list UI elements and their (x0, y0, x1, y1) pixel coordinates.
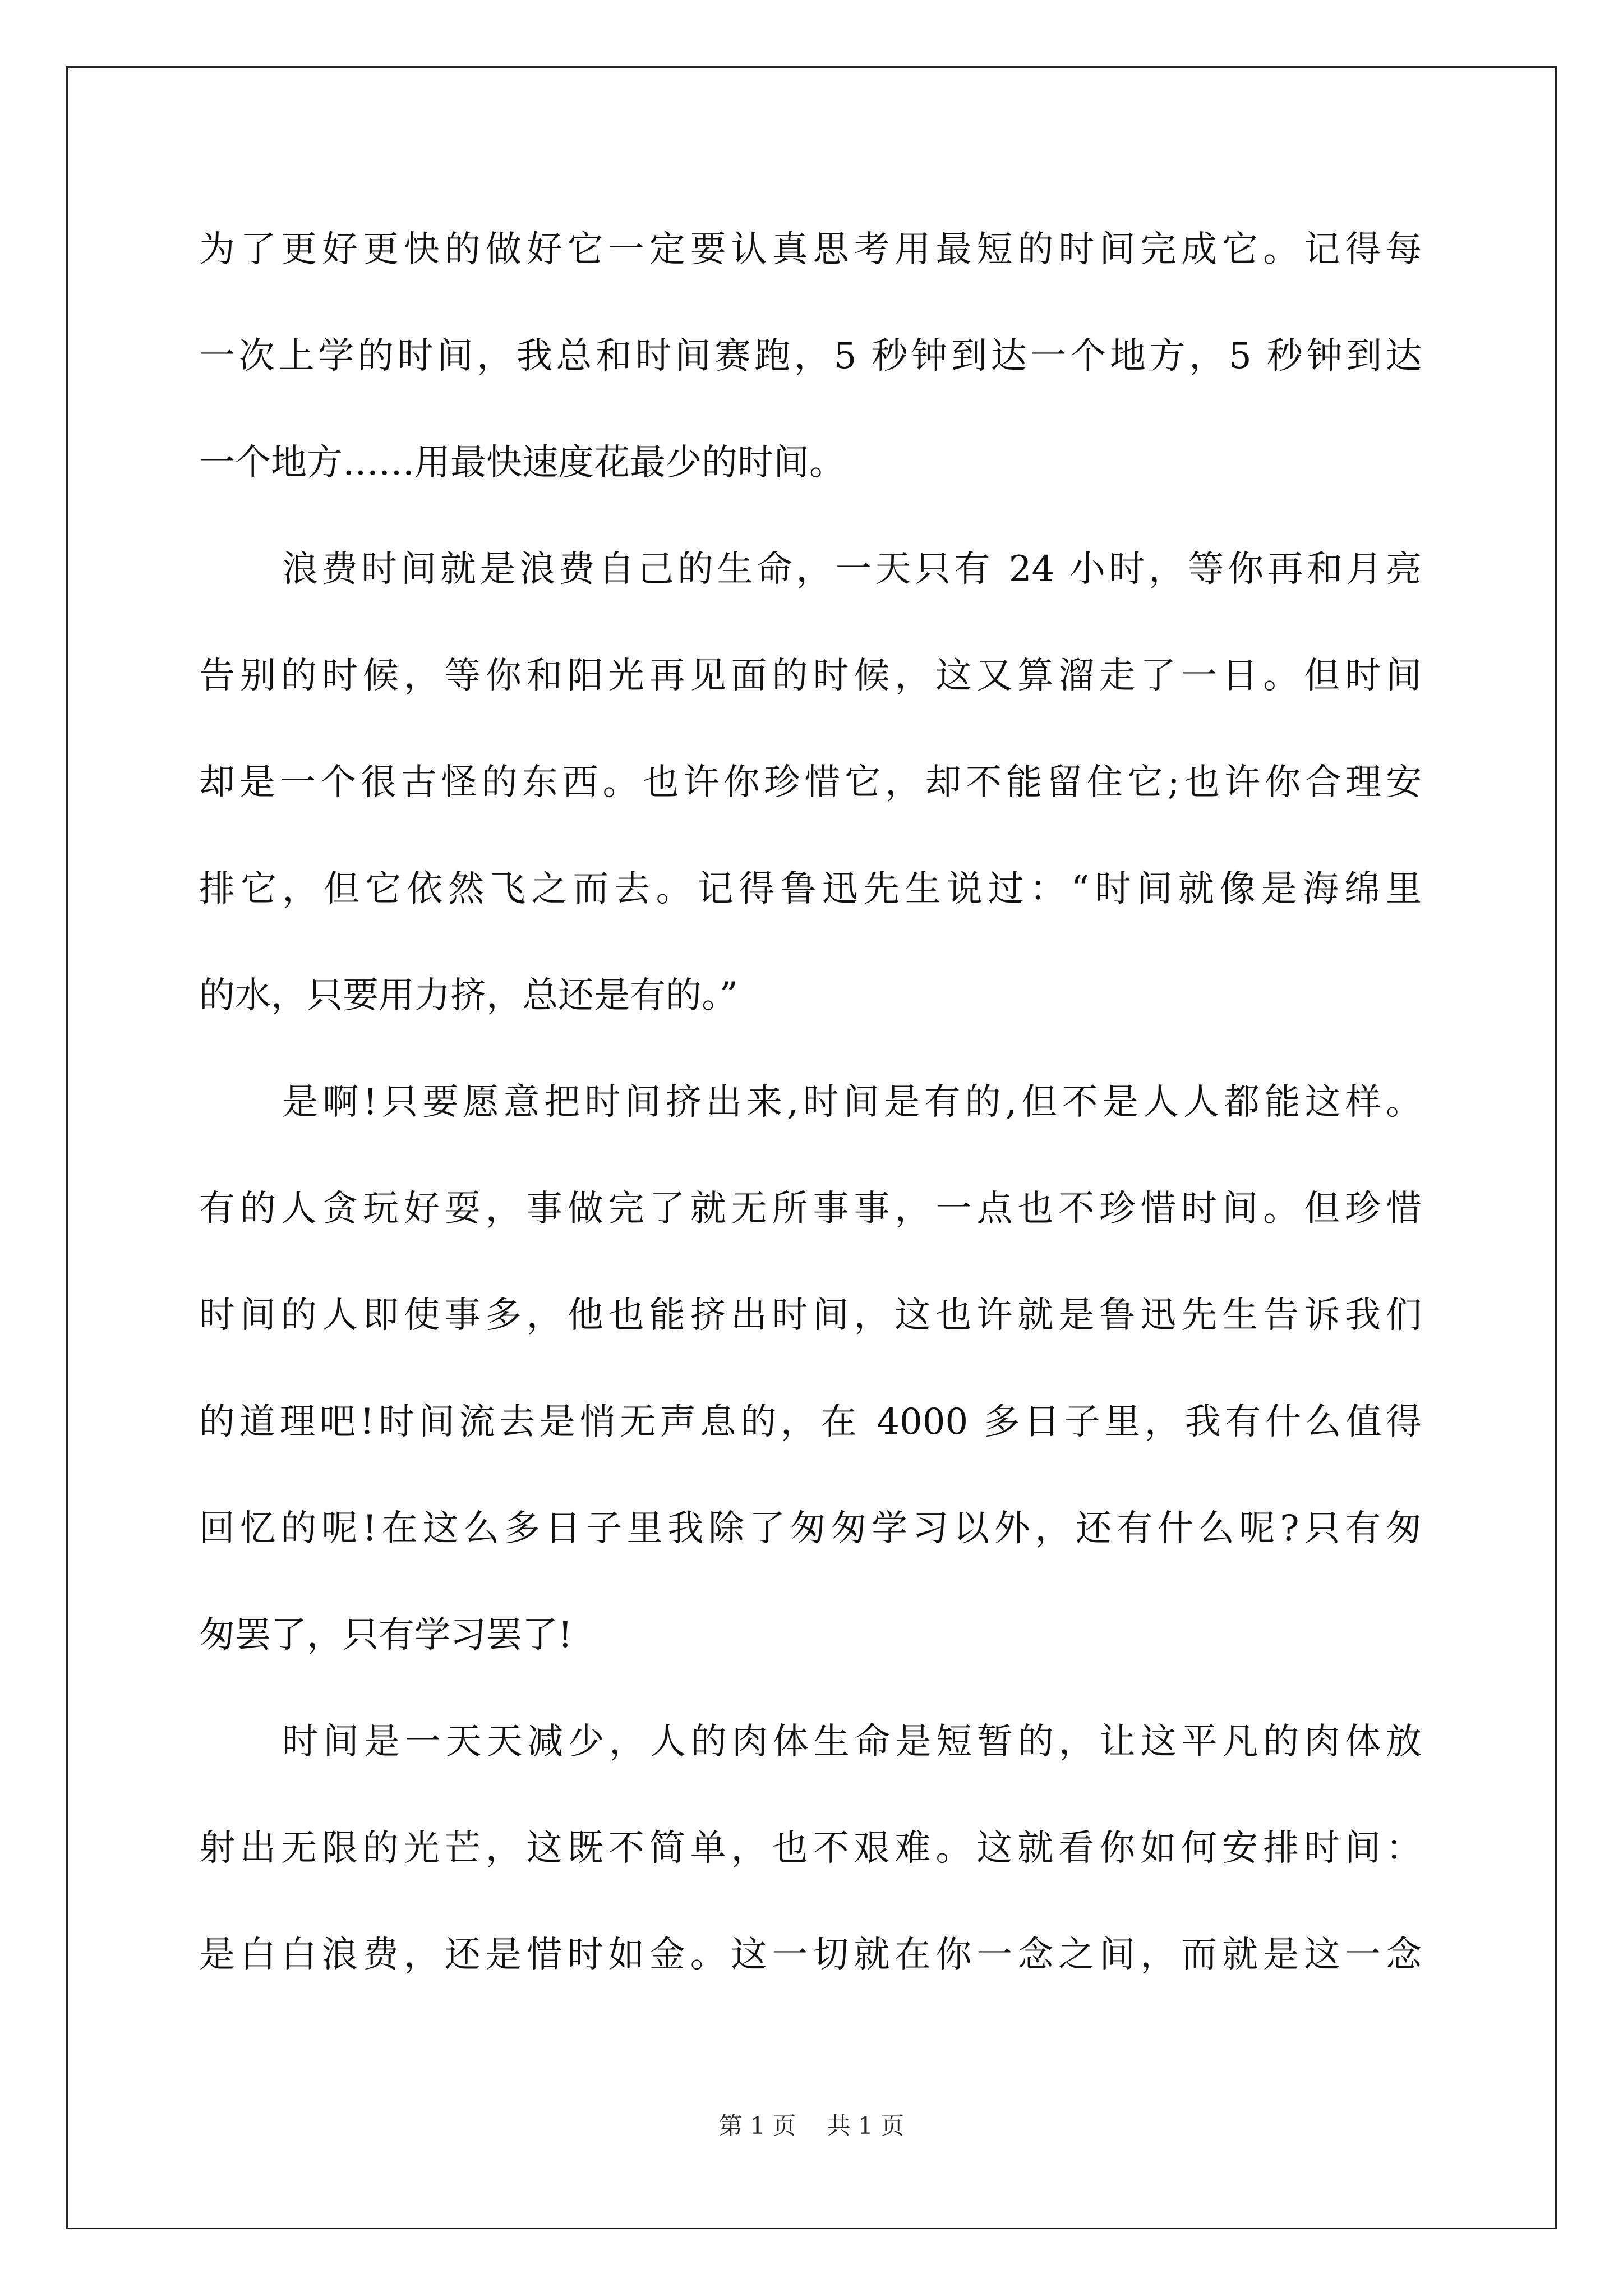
text-line: 是白白浪费，还是惜时如金。这一切就在你一念之间，而就是这一念 (199, 1934, 1422, 1976)
text-line: 时间的人即使事多，他也能挤出时间，这也许就是鲁迅先生告诉我们 (199, 1295, 1422, 1336)
page-footer: 第 1 页 共 1 页 (718, 2112, 905, 2139)
text-line: 排它，但它依然飞之而去。记得鲁迅先生说过：“时间就像是海绵里 (199, 868, 1422, 910)
text-line: 却是一个很古怪的东西。也许你珍惜它，却不能留住它;也许你合理安 (199, 762, 1422, 803)
text-line: 的道理吧!时间流去是悄无声息的，在 4000 多日子里，我有什么值得 (199, 1401, 1422, 1443)
text-line: 浪费时间就是浪费自己的生命，一天只有 24 小时，等你再和月亮 (282, 549, 1422, 590)
text-line: 告别的时候，等你和阳光再见面的时候，这又算溜走了一日。但时间 (199, 655, 1422, 697)
text-line: 匆罢了，只有学习罢了! (199, 1614, 573, 1656)
text-line: 有的人贪玩好耍，事做完了就无所事事，一点也不珍惜时间。但珍惜 (199, 1188, 1422, 1230)
text-line: 射出无限的光芒，这既不简单，也不艰难。这就看你如何安排时间： (199, 1828, 1422, 1869)
text-line: 一次上学的时间，我总和时间赛跑，5 秒钟到达一个地方，5 秒钟到达 (199, 335, 1422, 377)
text-line: 是啊!只要愿意把时间挤出来,时间是有的,但不是人人都能这样。 (282, 1082, 1422, 1123)
text-line: 回忆的呢!在这么多日子里我除了匆匆学习以外，还有什么呢?只有匆 (199, 1508, 1422, 1549)
page-border (66, 66, 1557, 2229)
text-line: 的水，只要用力挤，总还是有的。” (199, 975, 738, 1016)
text-line: 时间是一天天减少，人的肉体生命是短暂的，让这平凡的肉体放 (282, 1721, 1422, 1763)
text-line: 一个地方……用最快速度花最少的时间。 (199, 442, 845, 484)
text-line: 为了更好更快的做好它一定要认真思考用最短的时间完成它。记得每 (199, 229, 1422, 270)
